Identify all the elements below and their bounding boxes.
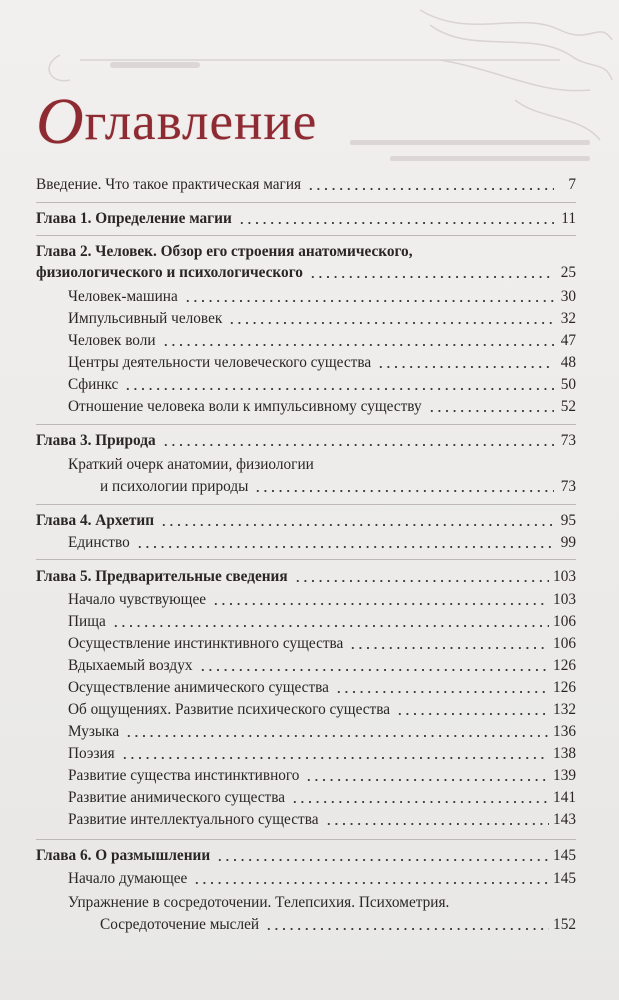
dot-leader [377,366,554,368]
toc-entry-subsection[interactable] [68,675,576,697]
toc-page-number: 11 [561,210,576,227]
dot-leader [325,823,550,825]
toc-entry-chapter-1[interactable] [36,206,576,228]
toc-entry-subsection[interactable] [68,763,576,785]
toc-entry-subsection[interactable] [68,653,576,675]
dot-leader [254,490,554,492]
dot-leader [291,801,549,803]
toc-page-number: 138 [553,745,576,762]
dot-leader [162,344,554,346]
toc-page-number: 7 [568,176,576,193]
toc-page-number: 50 [560,376,576,393]
toc-entry-subsection[interactable] [68,631,576,653]
dot-leader [309,276,554,278]
toc-entry-chapter-4[interactable] [36,508,576,530]
dot-leader [162,444,554,446]
toc-page-number: 48 [560,354,576,371]
title-rest: главление [84,93,318,151]
toc-entry-label: Человек-машина [68,288,178,305]
toc-entry-label: Единство [68,534,130,551]
dot-leader [428,410,554,412]
toc-entry-chapter-2[interactable] [36,260,576,282]
toc-entry-label: Глава 1. Определение магии [36,210,232,227]
toc-entry-subsection[interactable] [68,866,576,888]
toc-entry-label: Импульсивный человек [68,310,223,327]
title-initial-letter: О [36,85,85,158]
toc-entry-label: Развитие интеллектуального существа [68,811,319,828]
toc-page-number: 136 [553,723,576,740]
toc-entry-label: Глава 6. О размышлении [36,847,211,864]
toc-page-number: 106 [553,635,576,652]
section-divider [36,424,576,425]
toc-entry-subsection[interactable] [68,741,576,763]
dot-leader [307,188,554,190]
toc-page-number: 32 [560,310,576,327]
toc-entry-label: Введение. Что такое практическая магия [36,176,302,193]
toc-entry-label: Поэзия [68,745,115,762]
dot-leader [335,691,549,693]
toc-entry-subsection[interactable] [68,609,576,631]
toc-entry-label: Начало думающее [68,870,188,887]
dot-leader [184,300,554,302]
dot-leader [199,669,550,671]
dot-leader [265,928,549,930]
dot-leader [216,859,549,861]
toc-entry-chapter-6[interactable] [36,843,576,865]
toc-page-number: 73 [560,432,576,449]
toc-entry-subsection[interactable] [68,284,576,306]
toc-entry-label: Осуществление анимического существа [68,679,329,696]
dot-leader [305,779,549,781]
toc-page-number: 139 [553,767,576,784]
section-divider [36,559,576,560]
dot-leader [160,524,554,526]
toc-entry-label: Развитие анимического существа [68,789,286,806]
toc-page-number: 143 [553,811,576,828]
toc-page-number: 145 [553,870,576,887]
toc-entry-subsection-line1[interactable]: Краткий очерк анатомии, физиологии [68,456,314,473]
toc-entry-label: Об ощущениях. Развитие психического существа [68,701,391,718]
toc-entry-label: Музыка [68,723,120,740]
toc-entry-label: Человек воли [68,332,156,349]
toc-entry-subsection[interactable] [100,474,576,496]
toc-entry-subsection[interactable] [68,807,576,829]
toc-entry-label: Глава 3. Природа [36,432,156,449]
dot-leader [136,546,554,548]
toc-page-number: 152 [553,916,576,933]
dot-leader [212,603,549,605]
toc-entry-label: Сфинкс [68,376,119,393]
toc-entry-subsection[interactable] [68,587,576,609]
dot-leader [125,735,549,737]
toc-page-number: 99 [560,534,576,551]
toc-entry-subsection[interactable] [100,912,576,934]
toc-entry-subsection[interactable] [68,350,576,372]
section-divider [36,839,576,840]
toc-entry-label: Пища [68,613,106,630]
toc-entry-subsection-line1[interactable]: Упражнение в сосредоточении. Телепсихия. Психометрия. [68,894,450,911]
toc-page-number: 30 [560,288,576,305]
toc-page-number: 103 [553,591,576,608]
toc-entry-label: Отношение человека воли к импульсивному существу [68,398,422,415]
toc-entry-label: Сосредоточение мыслей [100,916,260,933]
toc-entry-subsection[interactable] [68,719,576,741]
toc-entry-introduction[interactable] [36,172,576,194]
toc-page-number: 132 [553,701,576,718]
toc-page-number: 73 [560,478,576,495]
section-divider [36,235,576,236]
toc-entry-label: физиологического и психологического [36,264,303,281]
toc-entry-subsection[interactable] [68,697,576,719]
dot-leader [228,322,554,324]
toc-entry-label: Развитие существа инстинктивного [68,767,300,784]
toc-page-number: 126 [553,657,576,674]
dot-leader [112,625,549,627]
section-divider [36,504,576,505]
toc-entry-label: Глава 4. Архетип [36,512,155,529]
toc-entry-subsection[interactable] [68,372,576,394]
toc-entry-subsection[interactable] [68,530,576,552]
toc-entry-chapter-5[interactable] [36,564,576,586]
dot-leader [193,882,549,884]
dot-leader [121,757,549,759]
toc-page-number: 47 [560,332,576,349]
toc-entry-label: Начало чувствующее [68,591,207,608]
toc-entry-label: Глава 5. Предварительные сведения [36,568,288,585]
dot-leader [124,388,554,390]
toc-page-number: 141 [553,789,576,806]
toc-entry-subsection[interactable] [68,785,576,807]
toc-entry-label: Вдыхаемый воздух [68,657,193,674]
dot-leader [396,713,549,715]
toc-page-number: 52 [560,398,576,415]
section-divider [36,202,576,203]
toc-entry-subsection[interactable] [68,328,576,350]
toc-page-number: 106 [553,613,576,630]
toc-page-number: 145 [553,847,576,864]
toc-page-number: 95 [560,512,576,529]
toc-entry-chapter-3[interactable] [36,428,576,450]
toc-entry-subsection[interactable] [68,394,576,416]
toc-entry-chapter-2-line1[interactable]: Глава 2. Человек. Обзор его строения анатомического, [36,243,413,260]
toc-entry-label: Осуществление инстинктивного существа [68,635,344,652]
dot-leader [294,580,549,582]
toc-entry-label: Центры деятельности человеческого существа [68,354,372,371]
toc-page-number: 25 [560,264,576,281]
dot-leader [349,647,549,649]
toc-entry-subsection[interactable] [68,306,576,328]
dot-leader [238,222,554,224]
toc-page-number: 126 [553,679,576,696]
toc-page-number: 103 [553,568,576,585]
toc-entry-label: и психологии природы [100,478,249,495]
page-title [36,85,318,158]
